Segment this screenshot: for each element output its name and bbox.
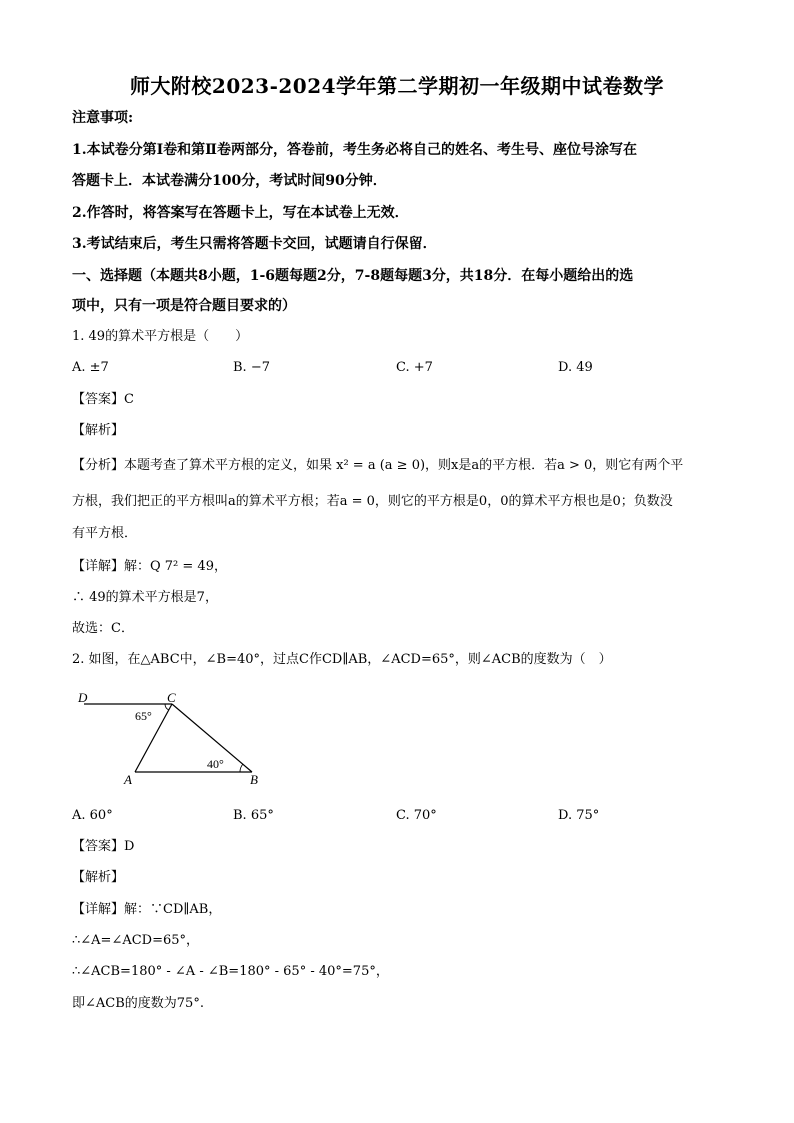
label-a: A xyxy=(124,772,132,786)
angle-arc-b xyxy=(240,764,243,772)
label-c: C xyxy=(167,690,176,705)
q2-analysis-label: 【解析】 xyxy=(72,870,125,885)
q1-answer: 【答案】C xyxy=(72,392,134,407)
label-d: D xyxy=(78,690,88,705)
notice-item-1-line-1: 1.本试卷分第Ⅰ卷和第Ⅱ卷两部分，答卷前，考生务必将自己的姓名、考生号、座位号涂写在 xyxy=(72,142,637,158)
q2-detail-line-3: ∴∠ACB=180° - ∠A - ∠B=180° - 65° - 40°=75°， xyxy=(72,964,389,979)
section-heading-line-2: 项中，只有一项是符合题目要求的） xyxy=(72,298,296,314)
q2-option-c: C. 70° xyxy=(396,808,437,823)
q2-option-a: A. 60° xyxy=(72,808,113,823)
section-heading-line-1: 一、选择题（本题共8小题，1-6题每题2分，7-8题每题3分，共18分．在每小题给出的选 xyxy=(72,268,634,284)
q2-detail-line-2: ∴∠A=∠ACD=65°， xyxy=(72,933,200,948)
q1-detail-line-3: 故选：C． xyxy=(72,621,134,636)
q2-answer: 【答案】D xyxy=(72,839,135,854)
q1-fenxi-line-1: 【分析】本题考查了算术平方根的定义，如果 x² = a (a ≥ 0)，则x是a的平方根．若a > 0，则它有两个平 xyxy=(72,458,684,473)
q2-stem: 2. 如图，在△ABC中，∠B=40°，过点C作CD∥AB，∠ACD=65°，则∠ACB的度数为（ ） xyxy=(72,652,612,667)
q1-detail-line-2: ∴ 49的算术平方根是7， xyxy=(72,590,218,605)
q1-option-d: D. 49 xyxy=(558,360,593,375)
q2-option-b: B. 65° xyxy=(233,808,274,823)
notice-item-3: 3.考试结束后，考生只需将答题卡交回，试题请自行保留． xyxy=(72,236,437,252)
q1-option-b: B. −7 xyxy=(233,360,270,375)
angle-label-c: 65° xyxy=(135,709,152,723)
q1-fenxi-line-3: 有平方根． xyxy=(72,526,138,541)
notice-item-2: 2.作答时，将答案写在答题卡上，写在本试卷上无效． xyxy=(72,205,409,221)
q2-detail-line-4: 即∠ACB的度数为75°. xyxy=(72,996,204,1011)
angle-label-b: 40° xyxy=(207,757,224,771)
notice-item-1-line-2: 答题卡上．本试卷满分100分，考试时间90分钟． xyxy=(72,173,387,189)
q1-fenxi-line-2: 方根，我们把正的平方根叫a的算术平方根；若a = 0，则它的平方根是0，0的算术平方根也是0；负数没 xyxy=(72,494,673,509)
q2-detail-line-1: 【详解】解：∵CD∥AB， xyxy=(72,902,222,917)
q1-stem: 1. 49的算术平方根是（ ） xyxy=(72,329,249,344)
notice-heading: 注意事项: xyxy=(72,110,134,126)
label-b: B xyxy=(250,772,258,786)
q1-analysis-label: 【解析】 xyxy=(72,423,125,438)
q2-option-d: D. 75° xyxy=(558,808,600,823)
q1-detail-line-1: 【详解】解：Q 7² = 49， xyxy=(72,559,227,574)
triangle-figure xyxy=(72,686,272,786)
q1-option-c: C. +7 xyxy=(396,360,433,375)
q1-option-a: A. ±7 xyxy=(72,360,109,375)
page-title: 师大附校2023-2024学年第二学期初一年级期中试卷数学 xyxy=(129,74,665,98)
